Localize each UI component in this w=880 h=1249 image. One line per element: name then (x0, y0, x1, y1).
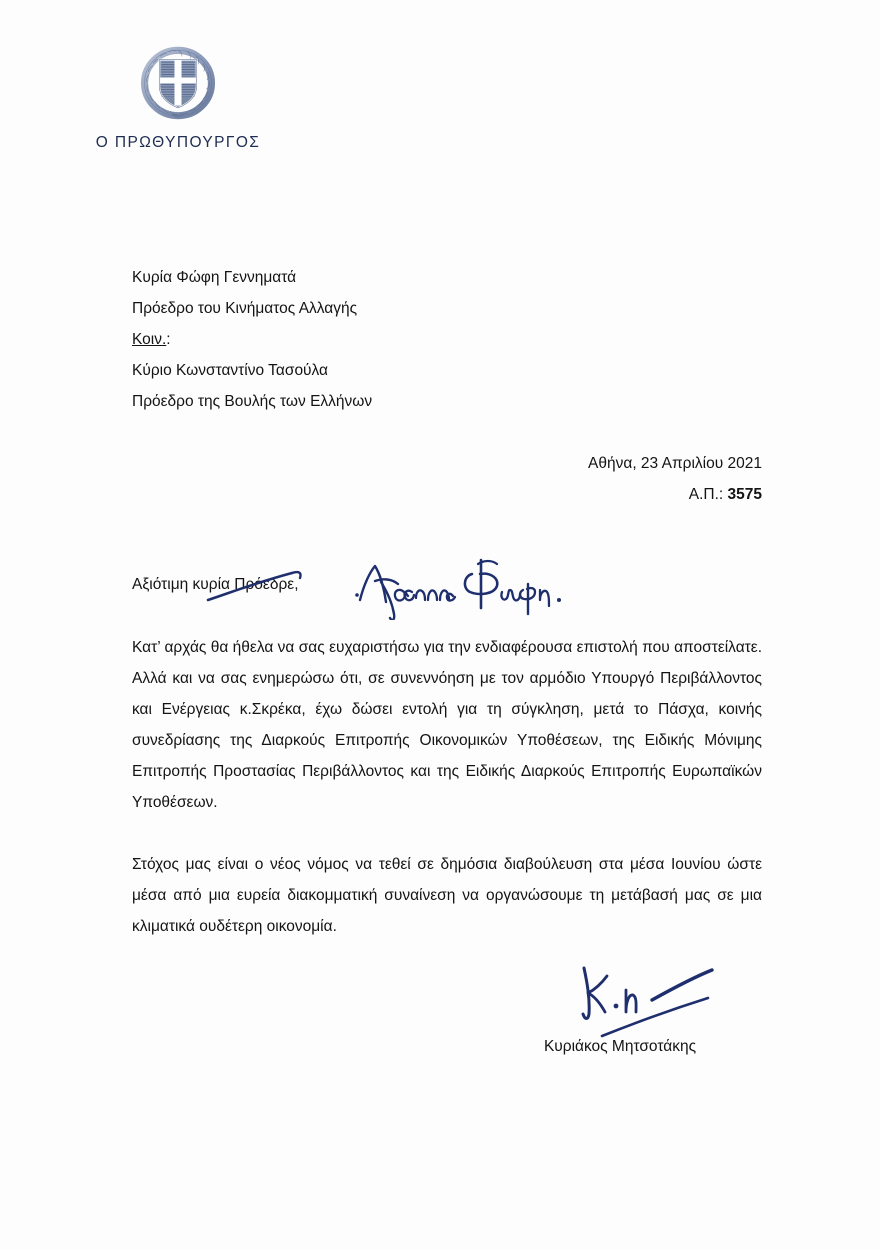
cc-label: Κοιν. (132, 331, 167, 348)
reference-label: Α.Π.: (688, 486, 724, 503)
body-paragraph-1: Κατ’ αρχάς θα ήθελα να σας ευχαριστήσω για την ενδιαφέρουσα επιστολή που αποστείλατε. Αλλά και να σας ενημερώσω ότι, σε συνεννόηση με τον αρμόδιο Υπουργό Περιβάλλοντος και Ενέργειας κ.Σκρέκα, έχω δώσει εντολή για τη σύγκληση, μετά το Πάσχα, κοινής συνεδρίασης της Διαρκούς Επιτροπής Οικονομικών Υποθέσεων, της Ειδικής Μόνιμης Επιτροπής Προστασίας Περιβάλλοντος και της Ειδικής Διαρκούς Επιτροπής Ευρωπαϊκών Υποθέσεων. (132, 639, 762, 811)
greek-coat-of-arms-emblem (139, 44, 217, 122)
handwritten-greeting-ink (350, 548, 570, 620)
cc-recipient-title: Πρόεδρο της Βουλής των Ελλήνων (132, 393, 373, 410)
place-and-date: Αθήνα, 23 Απριλίου 2021 (588, 455, 762, 472)
letterhead-title: Ο ΠΡΩΘΥΠΟΥΡΓΟΣ (95, 134, 261, 151)
salutation-text: Αξιότιμη κυρία Πρόεδρε, (132, 576, 299, 593)
reference-line (420, 479, 762, 510)
letterhead (48, 44, 308, 152)
cc-recipient-name: Κύριο Κωνσταντίνο Τασούλα (132, 362, 329, 379)
handwritten-signature-ink (566, 962, 736, 1040)
recipient-title: Πρόεδρο του Κινήματος Αλλαγής (132, 300, 358, 317)
recipient-block (132, 262, 372, 417)
cc-colon: : (166, 331, 171, 348)
period-mark (557, 598, 561, 602)
recipient-name: Κυρία Φώφη Γεννηματά (132, 269, 297, 286)
cc-heading (132, 324, 372, 355)
body-paragraph-2: Στόχος μας είναι ο νέος νόμος να τεθεί σε δημόσια διαβούλευση στα μέσα Ιουνίου ώστε μέσα από μια ευρεία διακομματική συναίνεση να οργανώσουμε τη μετάβασή μας σε μια κλιματικά ουδέτερη οικονομία. (132, 856, 762, 935)
shield-icon (159, 60, 196, 108)
signatory-name: Κυριάκος Μητσοτάκης (543, 1038, 697, 1055)
reference-number: 3575 (727, 486, 762, 503)
letter-body (132, 632, 762, 942)
date-reference-block (420, 448, 762, 510)
salutation-row (132, 570, 772, 626)
